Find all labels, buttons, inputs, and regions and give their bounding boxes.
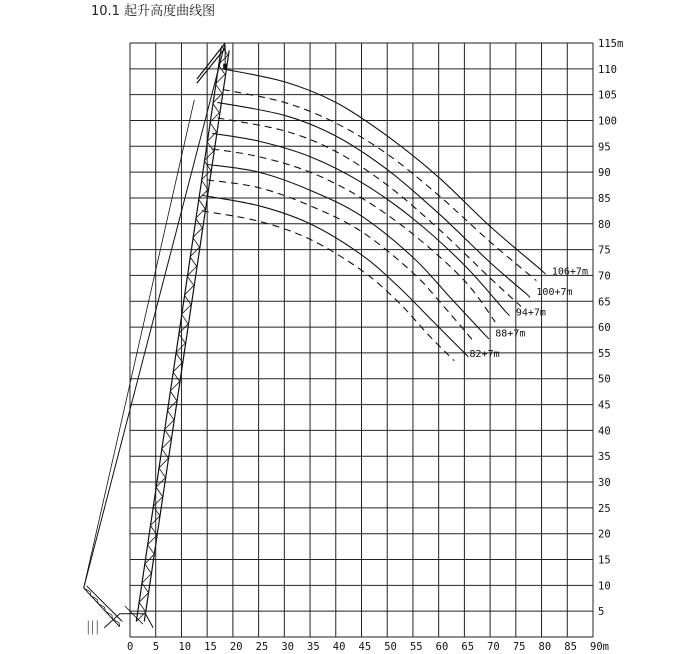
y-tick-labels bbox=[598, 38, 623, 618]
x-tick-label: 5 bbox=[152, 641, 160, 653]
x-tick-label: 70 bbox=[487, 641, 500, 653]
x-tick-label: 40 bbox=[332, 641, 346, 653]
x-tick-label: 80 bbox=[538, 641, 552, 653]
x-tick-label: 75 bbox=[512, 641, 526, 653]
y-tick-label: 70 bbox=[598, 270, 611, 283]
y-tick-label: 115m bbox=[598, 38, 624, 50]
curve-leader bbox=[485, 335, 489, 339]
x-tick-label: 50 bbox=[384, 641, 397, 653]
x-tick-label: 85 bbox=[564, 641, 577, 653]
track-roller bbox=[133, 630, 137, 634]
track-roller bbox=[125, 630, 129, 634]
x-tick-label: 45 bbox=[358, 641, 372, 653]
y-tick-label: 105 bbox=[598, 89, 617, 102]
y-tick-label: 60 bbox=[598, 322, 611, 335]
y-tick-label: 45 bbox=[598, 399, 611, 412]
track-roller bbox=[117, 630, 121, 634]
y-tick-label: 15 bbox=[598, 554, 611, 567]
curve-label: 100+7m bbox=[536, 286, 573, 298]
curve-leader bbox=[464, 353, 468, 357]
curve-label: 88+7m bbox=[495, 328, 526, 340]
curve-dashed-1 bbox=[223, 89, 537, 280]
y-tick-label: 55 bbox=[598, 347, 611, 360]
curve-labels bbox=[470, 266, 588, 360]
y-tick-label: 50 bbox=[598, 373, 611, 386]
boom-foot bbox=[125, 606, 143, 624]
chart-grid bbox=[130, 43, 593, 637]
curve-leader bbox=[506, 312, 510, 316]
y-tick-label: 5 bbox=[598, 606, 605, 619]
y-tick-label: 20 bbox=[598, 528, 611, 541]
y-tick-label: 80 bbox=[598, 218, 611, 231]
x-tick-label: 65 bbox=[461, 641, 475, 653]
curve-leader bbox=[542, 270, 546, 274]
x-tick-label: 35 bbox=[307, 641, 320, 653]
x-tick-label: 25 bbox=[255, 641, 269, 653]
lifting-curves bbox=[202, 69, 546, 361]
x-tick-label: 20 bbox=[229, 641, 243, 653]
y-tick-label: 95 bbox=[598, 141, 611, 154]
crawler-track bbox=[107, 628, 156, 637]
y-tick-label: 10 bbox=[598, 580, 611, 593]
curve-82plus-7m bbox=[202, 195, 464, 353]
hook-block bbox=[223, 64, 227, 70]
x-tick-label: 30 bbox=[281, 641, 294, 653]
track-roller bbox=[150, 630, 154, 634]
curve-dashed-5 bbox=[212, 149, 495, 322]
y-tick-label: 75 bbox=[598, 244, 611, 257]
curve-label: 82+7m bbox=[469, 348, 500, 360]
y-tick-label: 40 bbox=[598, 425, 611, 438]
mast-chord bbox=[84, 588, 120, 627]
y-tick-label: 90 bbox=[598, 167, 611, 180]
curve-label: 106+7m bbox=[551, 266, 588, 278]
crane-house bbox=[104, 614, 153, 628]
y-tick-label: 85 bbox=[598, 192, 611, 205]
chart-title: 10.1 起升高度曲线图 bbox=[91, 4, 216, 19]
y-tick-label: 25 bbox=[598, 502, 611, 515]
x-tick-label: 10 bbox=[178, 641, 192, 653]
y-tick-label: 100 bbox=[598, 115, 617, 128]
track-roller bbox=[142, 630, 146, 634]
x-tick-label: 90m bbox=[590, 641, 609, 653]
curve-label: 94+7m bbox=[515, 307, 546, 319]
y-tick-label: 110 bbox=[598, 63, 617, 76]
boom-chord-right bbox=[144, 51, 229, 622]
x-tick-labels bbox=[127, 641, 609, 653]
curve-leader bbox=[526, 294, 530, 298]
track-roller bbox=[108, 630, 112, 634]
y-tick-label: 35 bbox=[598, 451, 611, 464]
x-tick-label: 0 bbox=[127, 641, 134, 653]
x-tick-label: 60 bbox=[435, 641, 449, 653]
x-tick-label: 15 bbox=[204, 641, 217, 653]
curve-94plus-7m bbox=[212, 133, 505, 311]
y-tick-label: 65 bbox=[598, 296, 611, 309]
y-tick-label: 30 bbox=[598, 477, 611, 490]
pendant-line bbox=[84, 43, 225, 588]
x-tick-label: 55 bbox=[409, 641, 423, 653]
